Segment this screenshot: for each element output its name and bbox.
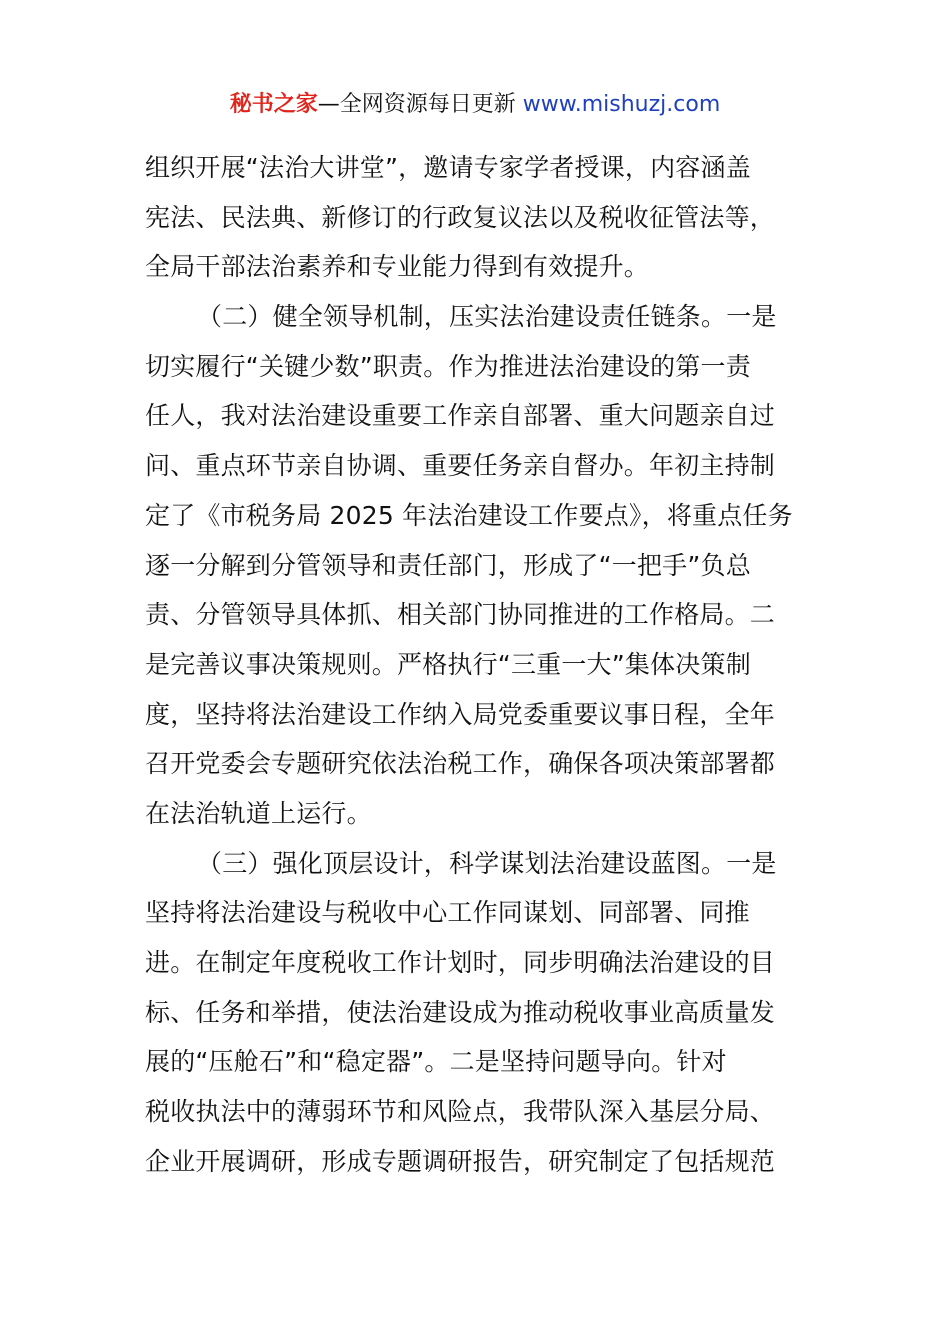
text-line: 是完善议事决策规则。严格执行“三重一大”集体决策制 xyxy=(145,649,751,679)
text-line: 切实履行“关键少数”职责。作为推进法治建设的第一责 xyxy=(145,351,751,381)
header-brand: 秘书之家 xyxy=(229,92,318,117)
text-line: 组织开展“法治大讲堂”，邀请专家学者授课，内容涵盖 xyxy=(145,153,751,182)
text-line: 责、分管领导具体抓、相关部门协同推进的工作格局。二 xyxy=(145,600,776,630)
document-body xyxy=(145,143,810,1186)
text-line: 宪法、民法典、新修订的行政复议法以及税收征管法等， xyxy=(145,202,776,232)
text-line: 定了《市税务局 2025 年法治建设工作要点》，将重点任务 xyxy=(145,500,793,530)
text-line: 进。在制定年度税收工作计划时，同步明确法治建设的目 xyxy=(145,948,776,977)
text-line: 问、重点环节亲自协调、重要任务亲自督办。年初主持制 xyxy=(145,451,776,481)
section-heading-line: （二）健全领导机制，压实法治建设责任链条。一是 xyxy=(197,302,777,332)
text-line: 逐一分解到分管领导和责任部门，形成了“一把手”负总 xyxy=(145,550,751,580)
text-line: 企业开展调研，形成专题调研报告，研究制定了包括规范 xyxy=(145,1146,776,1176)
text-line: 坚持将法治建设与税收中心工作同谋划、同部署、同推 xyxy=(145,898,750,928)
text-line: 召开党委会专题研究依法治税工作，确保各项决策部署都 xyxy=(145,749,776,779)
text-line: 展的“压舱石”和“稳定器”。二是坚持问题导向。针对 xyxy=(145,1047,727,1077)
section-heading-line: （三）强化顶层设计，科学谋划法治建设蓝图。一是 xyxy=(197,848,777,878)
text-line: 税收执法中的薄弱环节和风险点，我带队深入基层分局、 xyxy=(145,1097,776,1127)
header-url[interactable]: www.mishuzj.com xyxy=(522,92,721,117)
text-line: 在法治轨道上运行。 xyxy=(145,798,372,828)
page-header xyxy=(0,90,950,120)
header-tagline: —全网资源每日更新 xyxy=(317,92,523,117)
text-line: 全局干部法治素养和专业能力得到有效提升。 xyxy=(145,252,650,282)
text-line: 任人，我对法治建设重要工作亲自部署、重大问题亲自过 xyxy=(145,401,776,431)
text-line: 标、任务和举措，使法治建设成为推动税收事业高质量发 xyxy=(145,997,776,1027)
text-line: 度，坚持将法治建设工作纳入局党委重要议事日程，全年 xyxy=(145,699,776,729)
